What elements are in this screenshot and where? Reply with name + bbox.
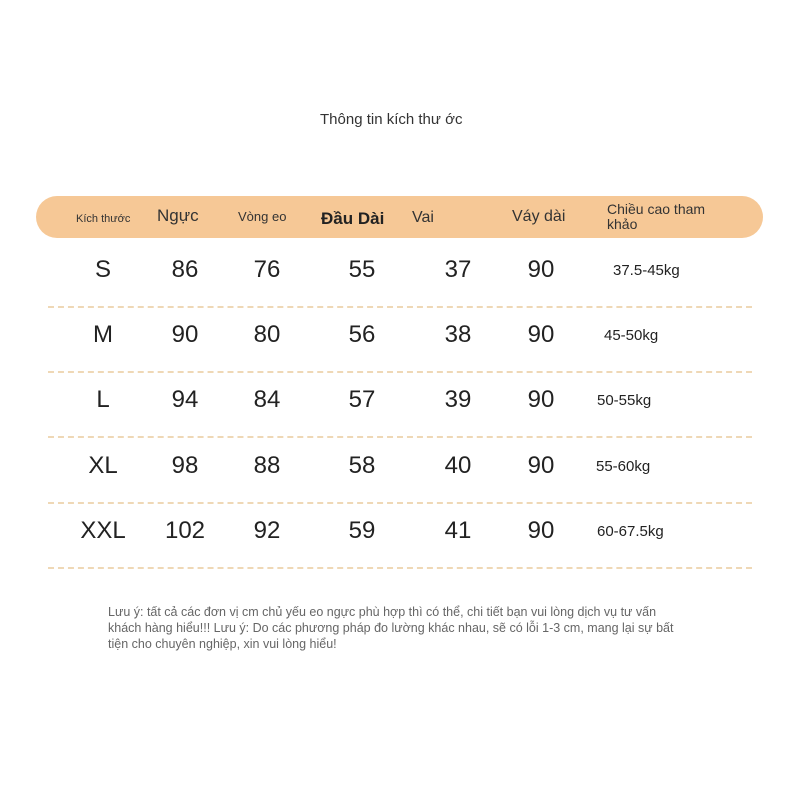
cell-chest: 102 <box>164 517 206 544</box>
header-waist: Vòng eo <box>238 209 287 224</box>
table-row <box>48 372 752 438</box>
header-skirt-length: Váy dài <box>512 208 566 225</box>
cell-length: 59 <box>348 517 376 544</box>
table-row <box>48 503 752 569</box>
header-length: Đầu Dài <box>321 209 385 228</box>
cell-chest: 98 <box>171 452 199 479</box>
cell-shoulder: 41 <box>444 517 472 544</box>
cell-length: 58 <box>348 452 376 479</box>
cell-waist: 80 <box>253 321 281 348</box>
cell-shoulder: 39 <box>444 386 472 413</box>
cell-shoulder: 40 <box>444 452 472 479</box>
cell-skirt-length: 90 <box>527 321 555 348</box>
cell-waist: 84 <box>253 386 281 413</box>
cell-skirt-length: 90 <box>527 256 555 283</box>
cell-size: XXL <box>80 517 126 544</box>
cell-chest: 94 <box>171 386 199 413</box>
table-row <box>48 438 752 504</box>
cell-waist: 92 <box>253 517 281 544</box>
table-row <box>48 242 752 308</box>
cell-reference-height: 50-55kg <box>597 392 652 409</box>
cell-skirt-length: 90 <box>527 517 555 544</box>
page-title: Thông tin kích thư ớc <box>320 111 463 128</box>
cell-reference-height: 60-67.5kg <box>597 523 664 540</box>
size-note: Lưu ý: tất cả các đơn vị cm chủ yếu eo ngực phù hợp thì có thể, chi tiết bạn vui lòng dịch vụ tư vấn khách hàng hiểu!!! Lưu ý: Do các phương pháp đo lường khác nhau, sẽ có lỗi 1-3 cm, mang lại sự bất tiện cho chuyên nghiệp, xin vui lòng hiểu! <box>108 605 674 651</box>
cell-skirt-length: 90 <box>527 386 555 413</box>
cell-reference-height: 37.5-45kg <box>613 262 680 279</box>
cell-size: M <box>93 321 113 348</box>
cell-shoulder: 38 <box>444 321 472 348</box>
cell-length: 55 <box>348 256 376 283</box>
cell-chest: 86 <box>171 256 199 283</box>
cell-waist: 76 <box>253 256 281 283</box>
cell-size: XL <box>88 452 118 479</box>
cell-size: L <box>96 386 110 413</box>
table-header <box>36 196 763 238</box>
header-chest: Ngực <box>157 206 199 225</box>
cell-waist: 88 <box>253 452 281 479</box>
cell-size: S <box>94 256 111 283</box>
cell-length: 56 <box>348 321 376 348</box>
cell-reference-height: 55-60kg <box>596 458 651 475</box>
cell-chest: 90 <box>171 321 199 348</box>
header-shoulder: Vai <box>412 209 434 226</box>
cell-reference-height: 45-50kg <box>604 327 659 344</box>
cell-length: 57 <box>348 386 376 413</box>
table-row <box>48 307 752 373</box>
header-reference-height: Chiều cao tham khảo <box>607 201 706 232</box>
cell-shoulder: 37 <box>444 256 472 283</box>
header-size: Kích thước <box>76 213 131 225</box>
cell-skirt-length: 90 <box>527 452 555 479</box>
